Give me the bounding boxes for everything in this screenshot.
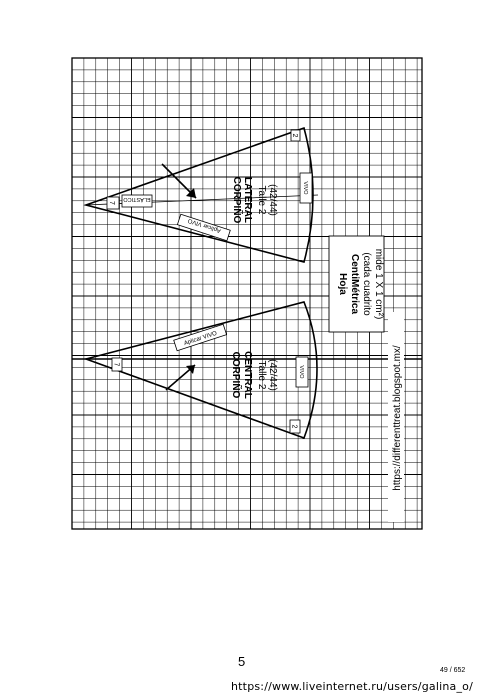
lateral-name-line1: CORPIÑO <box>231 176 242 224</box>
lateral-tag: VIVO <box>302 181 308 195</box>
lateral-size-label: Talle 2 <box>256 185 267 215</box>
source-url[interactable]: https://www.liveinternet.ru/users/galina_o/ <box>231 680 473 693</box>
lateral-notch-top: 7 <box>108 201 115 205</box>
lateral-notch-bottom: 2 <box>291 133 298 138</box>
central-name-line1: CORPIÑO <box>230 351 241 399</box>
sheet-title-line3: (cada cuadrito <box>361 252 372 316</box>
central-name-line2: CENTRAL <box>242 351 253 399</box>
lateral-placement: Aplicar VIVO <box>187 216 222 234</box>
page-counter: 49 / 652 <box>440 667 466 674</box>
central-placement: Aplicar VIVO <box>183 330 218 348</box>
sheet-info-box <box>329 236 384 332</box>
page-number: 5 <box>238 654 246 669</box>
central-notch-bottom: 2 <box>290 424 298 429</box>
lateral-name-line2: LATERAL <box>242 177 253 223</box>
central-size-label: Talle 2 <box>256 360 267 390</box>
site-url[interactable]: https://differenttreat.blogspot.mx/ <box>392 345 403 491</box>
lateral-size-range: (42/44) <box>267 184 278 216</box>
lateral-side-tag: ELÁSTICO <box>123 196 151 202</box>
sheet-title-line4: mide 1 X 1 cm²) <box>373 248 384 320</box>
sheet-title-line1: Hoja <box>337 273 348 295</box>
sheet-title-line2: CentiMétrica <box>349 253 360 315</box>
central-tag: VIVO <box>298 365 304 379</box>
central-size-range: (42/44) <box>267 359 278 391</box>
central-notch-top: 7 <box>112 362 120 367</box>
